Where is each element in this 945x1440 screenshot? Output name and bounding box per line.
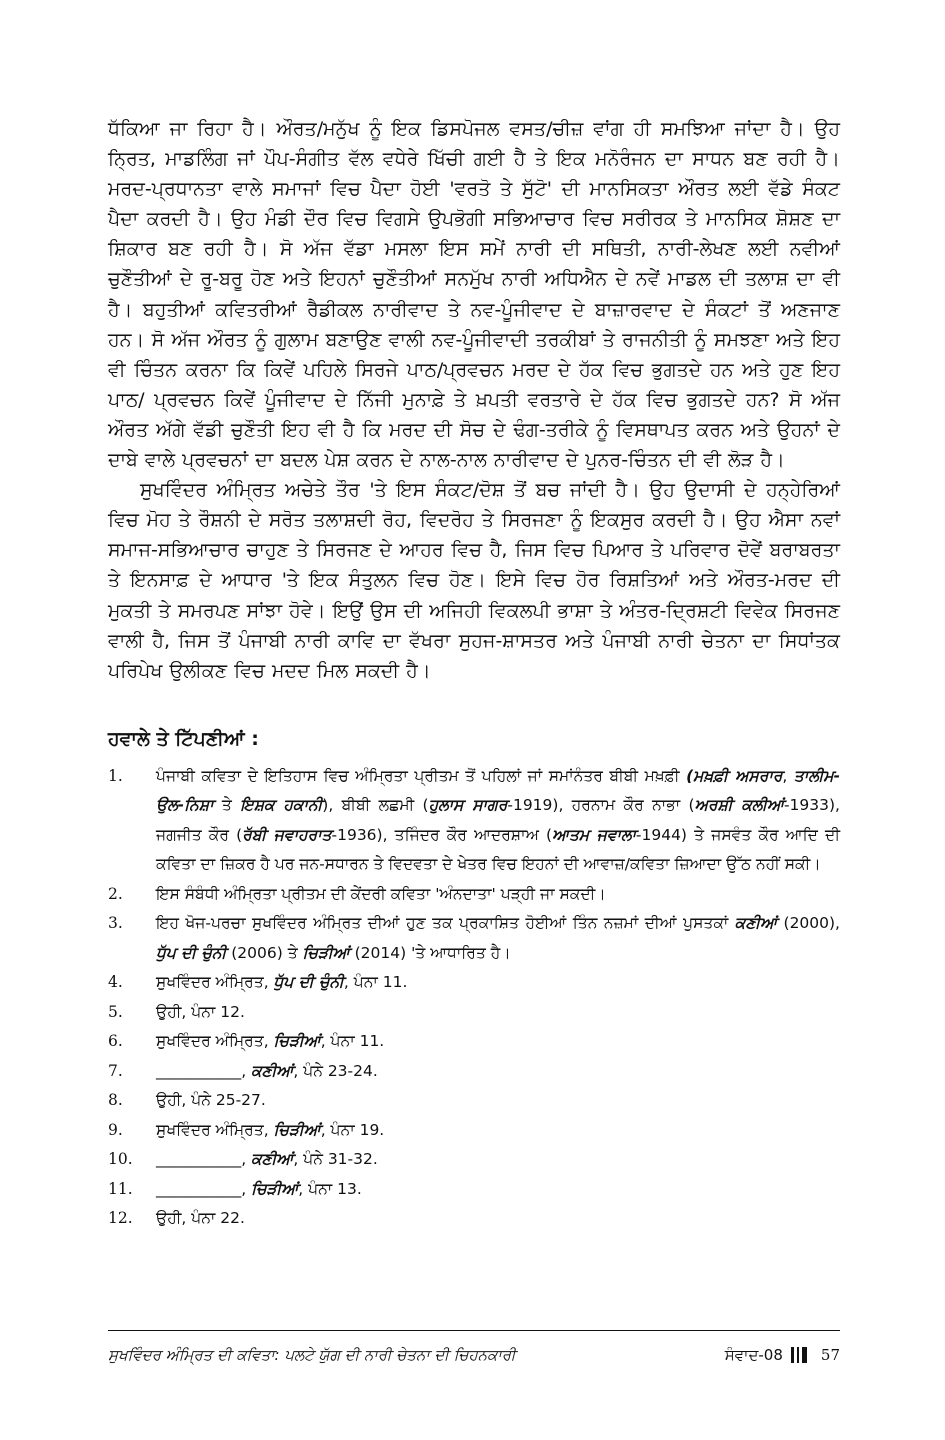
note-item [108,1175,840,1205]
note-book-title: ਚਿੜੀਆਂ [273,1120,321,1139]
note-item [108,1116,840,1146]
note-number: 12. [108,1209,133,1228]
note-book-title: ਰੱਬੀ ਜਵਾਹਰਾਤ [242,825,332,844]
note-number: 4. [108,973,123,992]
note-text: -1919), ਹਰਨਾਮ ਕੌਰ ਨਾਭਾ ( [507,796,695,815]
note-item [108,968,840,998]
note-text: , ਪੰਨਾ 11. [343,973,408,992]
note-number: 9. [108,1120,123,1139]
note-book-title: ਇਸ਼ਕ ਹਕਾਨੀ [240,796,323,815]
note-text: , ਪੰਨੇ 23-24. [293,1061,378,1080]
note-item [108,1086,840,1116]
note-number: 7. [108,1061,123,1080]
note-text: ___________, [156,1150,252,1169]
note-text: (2000), [777,914,840,933]
note-text: ), ਬੀਬੀ ਲਛਮੀ ( [322,796,429,815]
note-text: ਤੇ [213,796,241,815]
page-number: 57 [820,1346,840,1364]
running-title: ਸੁਖਵਿੰਦਰ ਅੰਮ੍ਰਿਤ ਦੀ ਕਵਿਤਾ: ਪਲਟੇ ਯੁੱਗ ਦੀ ਨਾਰੀ ਚੇਤਨਾ ਦੀ ਚਿਹਨਕਾਰੀ [108,1346,516,1364]
note-book-title: ਆਤਮ ਜਵਾਲਾ [552,825,636,844]
note-text: ਸੁਖਵਿੰਦਰ ਅੰਮ੍ਰਿਤ, [156,973,274,992]
note-text: ਉਹੀ, ਪੰਨੇ 25-27. [156,1091,266,1110]
note-text: -1936), ਤਜਿੰਦਰ ਕੌਰ ਆਦਰਸ਼ਾਅ ( [331,825,553,844]
journal-name: ਸੰਵਾਦ-08 [724,1346,783,1364]
note-text: , ਪੰਨਾ 19. [320,1120,385,1139]
note-item [108,909,840,968]
note-item [108,762,840,880]
note-text: (2006) ਤੇ [226,943,303,962]
note-text: ਸੁਖਵਿੰਦਰ ਅੰਮ੍ਰਿਤ, [156,1120,274,1139]
note-text: , ਪੰਨਾ 13. [298,1179,362,1198]
note-number: 3. [108,914,123,933]
note-item [108,998,840,1028]
note-book-title: ਕਣੀਆਂ [251,1150,294,1169]
note-book-title: ਚਿੜੀਆਂ [251,1179,299,1198]
note-book-title: ਅਰਸ਼ੀ ਕਲੀਆਂ [694,796,784,815]
note-text: , ਪੰਨਾ 11. [320,1032,385,1051]
note-text: ਇਹ ਖੋਜ-ਪਰਚਾ ਸੁਖਵਿੰਦਰ ਅੰਮ੍ਰਿਤ ਦੀਆਂ ਹੁਣ ਤਕ ਪ੍ਰਕਾਸ਼ਿਤ ਹੋਈਆਂ ਤਿੰਨ ਨਜ਼ਮਾਂ ਦੀਆਂ ਪੁਸਤਕਾਂ [156,914,735,933]
note-book-title: ਚਿੜੀਆਂ [302,943,350,962]
note-text: -1944) ਤੇ ਜਸਵੰਤ ਕੌਰ ਆਦਿ ਦੀ ਕਵਿਤਾ ਦਾ ਜ਼ਿਕਰ ਹੈ ਪਰ ਜਨ-ਸਧਾਰਨ ਤੇ ਵਿਦਵਤਾ ਦੇ ਖੇਤਰ ਵਿਚ ਇਹਨਾਂ ਦੀ ਆਵਾਜ਼/ਕਵਿਤਾ ਜ਼ਿਆਦਾ ਉੱਠ ਨਹੀਂ ਸਕੀ। [156,825,840,874]
note-text: ਪੰਜਾਬੀ ਕਵਿਤਾ ਦੇ ਇਤਿਹਾਸ ਵਿਚ ਅੰਮ੍ਰਿਤਾ ਪ੍ਰੀਤਮ ਤੋਂ ਪਹਿਲਾਂ ਜਾਂ ਸਮਾਂਨੰਤਰ ਬੀਬੀ ਮਖ਼ਫ਼ੀ [156,766,687,785]
note-text: ਉਹੀ, ਪੰਨਾ 22. [156,1209,245,1228]
note-text: ___________, [156,1061,252,1080]
note-text: (2014) 'ਤੇ ਆਧਾਰਿਤ ਹੈ। [349,943,511,962]
note-number: 1. [108,766,123,785]
note-number: 8. [108,1091,123,1110]
note-book-title: (ਮਖ਼ਫ਼ੀ ਅਸਰਾਰ [686,766,783,785]
note-number: 11. [108,1179,133,1198]
note-number: 6. [108,1032,123,1051]
note-book-title: ਚਿੜੀਆਂ [273,1032,321,1051]
note-text: ਸੁਖਵਿੰਦਰ ਅੰਮ੍ਰਿਤ, [156,1032,274,1051]
note-item [108,880,840,910]
note-book-title: ਧੁੱਪ ਦੀ ਚੁੰਨੀ [156,943,227,962]
note-text: , [782,766,794,785]
note-number: 10. [108,1150,133,1169]
note-book-title: ਧੁੱਪ ਦੀ ਚੁੰਨੀ [273,973,344,992]
note-item [108,1204,840,1234]
paragraph: ਧੱਕਿਆ ਜਾ ਰਿਹਾ ਹੈ। ਔਰਤ/ਮਨੁੱਖ ਨੂੰ ਇਕ ਡਿਸਪੋਜਲ ਵਸਤ/ਚੀਜ਼ ਵਾਂਗ ਹੀ ਸਮਝਿਆ ਜਾਂਦਾ ਹੈ। ਉਹ ਨ੍ਰਿਤ, ਮਾਡਲਿੰਗ ਜਾਂ ਪੌਪ-ਸੰਗੀਤ ਵੱਲ ਵਧੇਰੇ ਖਿੱਚੀ ਗਈ ਹੈ ਤੇ ਇਕ ਮਨੋਰੰਜਨ ਦਾ ਸਾਧਨ ਬਣ ਰਹੀ ਹੈ। ਮਰਦ-ਪ੍ਰਧਾਨਤਾ ਵਾਲੇ ਸਮਾਜਾਂ ਵਿਚ ਪੈਦਾ ਹੋਈ 'ਵਰਤੋ ਤੇ ਸੁੱਟੋ' ਦੀ ਮਾਨਸਿਕਤਾ ਔਰਤ ਲਈ ਵੱਡੇ ਸੰਕਟ ਪੈਦਾ ਕਰਦੀ ਹੈ। ਉਹ ਮੰਡੀ ਦੌਰ ਵਿਚ ਵਿਗਸੇ ਉਪਭੋਗੀ ਸਭਿਆਚਾਰ ਵਿਚ ਸਰੀਰਕ ਤੇ ਮਾਨਸਿਕ ਸ਼ੋਸ਼ਣ ਦਾ ਸ਼ਿਕਾਰ ਬਣ ਰਹੀ ਹੈ। ਸੋ ਅੱਜ ਵੱਡਾ ਮਸਲਾ ਇਸ ਸਮੇਂ ਨਾਰੀ ਦੀ ਸਥਿਤੀ, ਨਾਰੀ-ਲੇਖਣ ਲਈ ਨਵੀਆਂ ਚੁਣੌਤੀਆਂ ਦੇ ਰੂ-ਬਰੂ ਹੋਣ ਅਤੇ ਇਹਨਾਂ ਚੁਣੌਤੀਆਂ ਸਨਮੁੱਖ ਨਾਰੀ ਅਧਿਐਨ ਦੇ ਨਵੇਂ ਮਾਡਲ ਦੀ ਤਲਾਸ਼ ਦਾ ਵੀ ਹੈ। ਬਹੁਤੀਆਂ ਕਵਿਤਰੀਆਂ ਰੈਡੀਕਲ ਨਾਰੀਵਾਦ ਤੇ ਨਵ-ਪੂੰਜੀਵਾਦ ਦੇ ਬਾਜ਼ਾਰਵਾਦ ਦੇ ਸੰਕਟਾਂ ਤੋਂ ਅਣਜਾਣ ਹਨ। ਸੋ ਅੱਜ ਔਰਤ ਨੂੰ ਗੁਲਾਮ ਬਣਾਉਣ ਵਾਲੀ ਨਵ-ਪੂੰਜੀਵਾਦੀ ਤਰਕੀਬਾਂ ਤੇ ਰਾਜਨੀਤੀ ਨੂੰ ਸਮਝਣਾ ਅਤੇ ਇਹ ਵੀ ਚਿੰਤਨ ਕਰਨਾ ਕਿ ਕਿਵੇਂ ਪਹਿਲੇ ਸਿਰਜੇ ਪਾਠ/ਪ੍ਰਵਚਨ ਮਰਦ ਦੇ ਹੱਕ ਵਿਚ ਭੁਗਤਦੇ ਹਨ ਅਤੇ ਹੁਣ ਇਹ ਪਾਠ/ ਪ੍ਰਵਚਨ ਕਿਵੇਂ ਪੂੰਜੀਵਾਦ ਦੇ ਨਿੱਜੀ ਮੁਨਾਫ਼ੇ ਤੇ ਖ਼ਪਤੀ ਵਰਤਾਰੇ ਦੇ ਹੱਕ ਵਿਚ ਭੁਗਤਦੇ ਹਨ? ਸੋ ਅੱਜ ਔਰਤ ਅੱਗੇ ਵੱਡੀ ਚੁਣੌਤੀ ਇਹ ਵੀ ਹੈ ਕਿ ਮਰਦ ਦੀ ਸੋਚ ਦੇ ਢੰਗ-ਤਰੀਕੇ ਨੂੰ ਵਿਸਥਾਪਤ ਕਰਨ ਅਤੇ ਉਹਨਾਂ ਦੇ ਦਾਬੇ ਵਾਲੇ ਪ੍ਰਵਚਨਾਂ ਦਾ ਬਦਲ ਪੇਸ਼ ਕਰਨ ਦੇ ਨਾਲ-ਨਾਲ ਨਾਰੀਵਾਦ ਦੇ ਪੁਨਰ-ਚਿੰਤਨ ਦੀ ਵੀ ਲੋੜ ਹੈ। [108,118,840,472]
page-footer [108,1330,840,1370]
note-number: 5. [108,1002,123,1021]
note-text: ___________, [156,1179,252,1198]
note-number: 2. [108,884,123,903]
note-book-title: ਕਣੀਆਂ [734,914,778,933]
note-book-title: ਕਣੀਆਂ [251,1061,294,1080]
note-text: ਉਹੀ, ਪੰਨਾ 12. [156,1002,245,1021]
note-text: -1933), ਜਗਜੀਤ ਕੌਰ ( [156,796,840,844]
note-book-title: ਤਾਲੀਮ-ਉਲ-ਨਿਸ਼ਾ [156,766,841,815]
note-text: , ਪੰਨੇ 31-32. [293,1150,378,1169]
notes-heading: ਹਵਾਲੇ ਤੇ ਟਿੱਪਣੀਆਂ : [108,727,259,750]
notes-list [108,762,840,1234]
note-book-title: ਹੁਲਾਸ ਸਾਗਰ [428,796,508,815]
paragraph: ਸੁਖਵਿੰਦਰ ਅੰਮ੍ਰਿਤ ਅਚੇਤੇ ਤੌਰ 'ਤੇ ਇਸ ਸੰਕਟ/ਦੋਸ਼ ਤੋਂ ਬਚ ਜਾਂਦੀ ਹੈ। ਉਹ ਉਦਾਸੀ ਦੇ ਹਨ੍ਹੇਰਿਆਂ ਵਿਚ ਮੋਹ ਤੇ ਰੌਸ਼ਨੀ ਦੇ ਸਰੋਤ ਤਲਾਸ਼ਦੀ ਰੋਹ, ਵਿਦਰੋਹ ਤੇ ਸਿਰਜਣਾ ਨੂੰ ਇਕਸੁਰ ਕਰਦੀ ਹੈ। ਉਹ ਐਸਾ ਨਵਾਂ ਸਮਾਜ-ਸਭਿਆਚਾਰ ਚਾਹੁਣ ਤੇ ਸਿਰਜਣ ਦੇ ਆਹਰ ਵਿਚ ਹੈ, ਜਿਸ ਵਿਚ ਪਿਆਰ ਤੇ ਪਰਿਵਾਰ ਦੋਵੇਂ ਬਰਾਬਰਤਾ ਤੇ ਇਨਸਾਫ਼ ਦੇ ਆਧਾਰ 'ਤੇ ਇਕ ਸੰਤੁਲਨ ਵਿਚ ਹੋਣ। ਇਸੇ ਵਿਚ ਹੋਰ ਰਿਸ਼ਤਿਆਂ ਅਤੇ ਔਰਤ-ਮਰਦ ਦੀ ਮੁਕਤੀ ਤੇ ਸਮਰਪਣ ਸਾਂਝਾ ਹੋਵੇ। ਇਉਂ ਉਸ ਦੀ ਅਜਿਹੀ ਵਿਕਲਪੀ ਭਾਸ਼ਾ ਤੇ ਅੰਤਰ-ਦ੍ਰਿਸ਼ਟੀ ਵਿਵੇਕ ਸਿਰਜਣ ਵਾਲੀ ਹੈ, ਜਿਸ ਤੋਂ ਪੰਜਾਬੀ ਨਾਰੀ ਕਾਵਿ ਦਾ ਵੱਖਰਾ ਸੁਹਜ-ਸ਼ਾਸਤਰ ਅਤੇ ਪੰਜਾਬੀ ਨਾਰੀ ਚੇਤਨਾ ਦਾ ਸਿਧਾਂਤਕ ਪਰਿਪੇਖ ਉਲੀਕਣ ਵਿਚ ਮਦਦ ਮਿਲ ਸਕਦੀ ਹੈ। [108,479,840,682]
page-content [108,114,840,1234]
note-text: ਇਸ ਸੰਬੰਧੀ ਅੰਮ੍ਰਿਤਾ ਪ੍ਰੀਤਮ ਦੀ ਕੇਂਦਰੀ ਕਵਿਤਾ 'ਅੰਨਦਾਤਾ' ਪੜ੍ਹੀ ਜਾ ਸਕਦੀ। [156,884,606,903]
bars-icon [791,1347,807,1363]
note-item [108,1145,840,1175]
note-item [108,1027,840,1057]
note-item [108,1057,840,1087]
footer-right [725,1346,840,1364]
